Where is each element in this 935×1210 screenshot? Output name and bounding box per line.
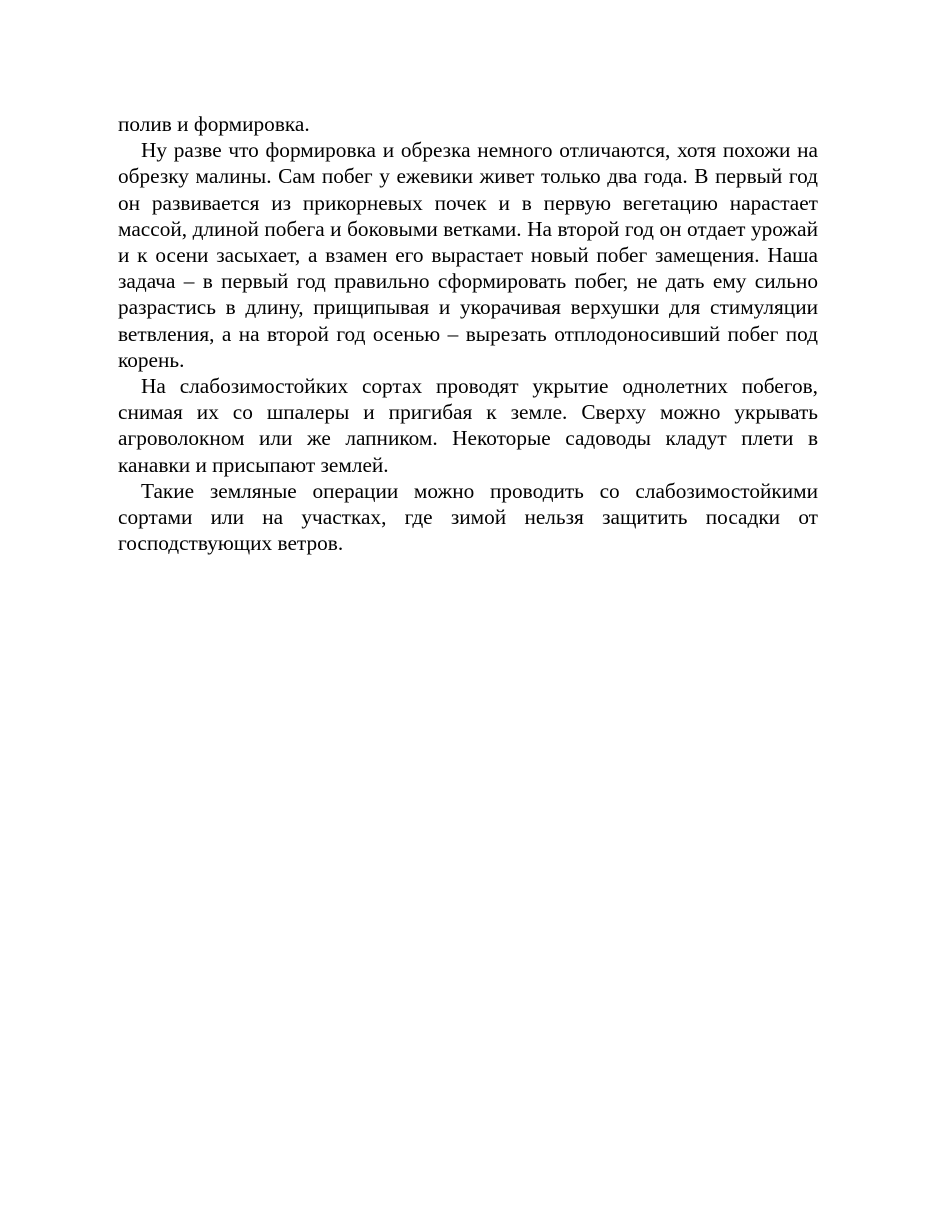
document-page <box>118 111 818 556</box>
paragraph-earth-operations: Такие земляные операции можно проводить со слабозимостойкими сортами или на участках, где зимой нельзя защитить посадки от господствующих ветров. <box>118 478 818 556</box>
paragraph-pruning: Ну разве что формировка и обрезка немного отличаются, хотя похожи на обрезку малины. Сам побег у ежевики живет только два года. В первый год он развивается из прикорневых почек и в первую вегетацию нарастает массой, длиной побега и боковыми ветками. На второй год он отдает урожай и к осени засыхает, а взамен его вырастает новый побег замещения. Наша задача – в первый год правильно сформировать побег, не дать ему сильно разрастись в длину, прищипывая и укорачивая верхушки для стимуляции ветвления, а на второй год осенью – вырезать отплодоносивший побег под корень. <box>118 138 818 372</box>
paragraph-winter-cover: На слабозимостойких сортах проводят укрытие однолетних побегов, снимая их со шпалеры и пригибая к земле. Сверху можно укрывать агроволокном или же лапником. Некоторые садоводы кладут плети в канавки и присыпают землей. <box>118 374 818 477</box>
paragraph-continuation: полив и формировка. <box>118 112 310 136</box>
